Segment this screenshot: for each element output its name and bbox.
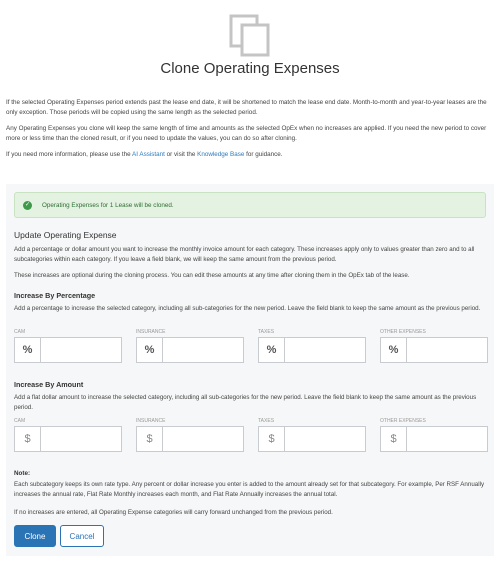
percent-cam-label: CAM (14, 329, 26, 335)
intro-text-segment: for guidance. (244, 151, 283, 158)
note-title: Note: (14, 470, 31, 477)
dollar-icon: $ (15, 427, 41, 451)
dollar-icon: $ (381, 427, 407, 451)
percent-taxes-field (258, 337, 366, 363)
note-no-increase-text: If no increases are entered, all Operating Expense categories will carry forward unchanged from the previous period. (14, 509, 333, 516)
by-amount-description: Add a flat dollar amount to increase the selected category, including all sub-categories for the new period. Leave the field blank to keep the same amount as the previous period. (14, 394, 477, 411)
amount-cam-label: CAM (14, 418, 26, 424)
percent-icon: % (137, 338, 163, 362)
intro-text-segment: or visit the (164, 151, 198, 158)
percent-cam-field (14, 337, 122, 363)
clone-button[interactable]: Clone (14, 525, 56, 547)
amount-other-expenses-label: OTHER EXPENSES (380, 418, 426, 424)
amount-other-expenses-field (380, 426, 488, 452)
percent-other-expenses-field (380, 337, 488, 363)
amount-insurance-label: INSURANCE (136, 418, 166, 424)
percent-other-expenses-input[interactable] (407, 338, 487, 362)
alert-text: Operating Expenses for 1 Lease will be cloned. (42, 201, 174, 209)
percent-other-expenses-label: OTHER EXPENSES (380, 329, 426, 335)
amount-taxes-field (258, 426, 366, 452)
by-amount-heading: Increase By Amount (14, 380, 84, 389)
amount-other-expenses-input[interactable] (407, 427, 487, 451)
amount-insurance-field (136, 426, 244, 452)
intro-paragraph-3 (6, 150, 496, 160)
percent-insurance-field (136, 337, 244, 363)
success-alert (14, 192, 486, 218)
percent-icon: % (381, 338, 407, 362)
update-description: Add a percentage or dollar amount you want to increase the monthly invoice amount for each category. These increases apply only to values greater than zero and to all subcategories within each category. If you leave a field blank, we will keep the same amount from the previous period. (14, 246, 475, 263)
ai-assistant-link[interactable]: AI Assistant (132, 151, 165, 158)
intro-text-segment: If you need more information, please use the (6, 151, 133, 158)
update-optional-note: These increases are optional during the cloning process. You can edit these amounts at any time after cloning them in the OpEx tab of the lease. (14, 272, 410, 279)
amount-taxes-label: TAXES (258, 418, 275, 424)
dialog-title: Clone Operating Expenses (160, 60, 340, 77)
percent-taxes-label: TAXES (258, 329, 275, 335)
percent-cam-input[interactable] (41, 338, 121, 362)
check-icon: ✓ (24, 201, 31, 208)
intro-text (6, 98, 496, 166)
amount-cam-field (14, 426, 122, 452)
percent-icon: % (15, 338, 41, 362)
knowledge-base-link[interactable]: Knowledge Base (197, 151, 245, 158)
amount-insurance-input[interactable] (163, 427, 243, 451)
note-text: Each subcategory keeps its own rate type. Any percent or dollar increase you enter is added to the amount already set for that subcategory. For example, Per RSF Annually increases the annual rate, Flat Rate Monthly increases each month, and Flat Rate Annually increases the annual total. (14, 481, 485, 498)
amount-taxes-input[interactable] (285, 427, 365, 451)
clone-icon (227, 12, 273, 58)
percent-insurance-label: INSURANCE (136, 329, 166, 335)
percent-insurance-input[interactable] (163, 338, 243, 362)
dollar-icon: $ (137, 427, 163, 451)
percent-taxes-input[interactable] (285, 338, 365, 362)
cancel-button[interactable]: Cancel (60, 525, 104, 547)
percent-icon: % (259, 338, 285, 362)
update-heading: Update Operating Expense (14, 230, 117, 240)
by-percentage-heading: Increase By Percentage (14, 291, 96, 300)
by-percentage-description: Add a percentage to increase the selected category, including all sub-categories for the new period. Leave the field blank to keep the same amount as the previous period. (14, 305, 481, 312)
dollar-icon: $ (259, 427, 285, 451)
intro-paragraph-2: Any Operating Expenses you clone will keep the same length of time and amounts as the selected OpEx when no increases are applied. If you need the new period to cover more or less time than the cloned result, or if you need to update the values, you can do so after cloning. (6, 125, 487, 142)
amount-cam-input[interactable] (41, 427, 121, 451)
intro-paragraph-1: If the selected Operating Expenses period extends past the lease end date, it will be shortened to match the lease end date. Month-to-month and year-to-year leases are the only exception. Those periods will be copied using the same length as the selected period. (6, 99, 487, 116)
